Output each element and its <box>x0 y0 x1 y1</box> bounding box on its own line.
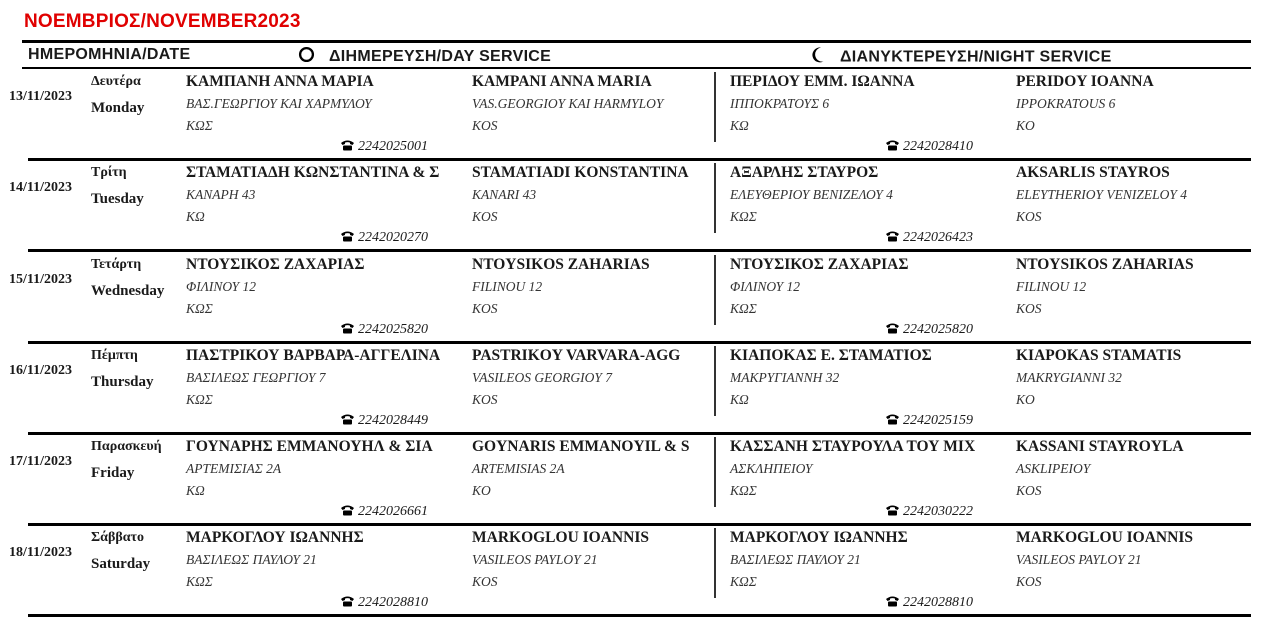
row-date: 14/11/2023 <box>9 180 73 195</box>
row-weekday-gr: Τετάρτη <box>91 257 142 272</box>
column-divider <box>714 437 716 507</box>
night-pharmacy-address-en: IPPOKRATOUS 6 <box>1016 96 1116 111</box>
night-pharmacy-city-gr: ΚΩΣ <box>730 209 757 224</box>
day-pharmacy-name-en: NTOYSIKOS ZAHARIAS <box>472 256 650 273</box>
night-pharmacy-address-gr: ΕΛΕΥΘΕΡΙΟΥ ΒΕΝΙΖΕΛΟΥ 4 <box>730 187 893 202</box>
phone-icon <box>340 230 355 247</box>
day-pharmacy-name-en: PASTRIKOY VARVARA-AGG <box>472 347 681 364</box>
day-pharmacy-city-en: KOS <box>472 118 498 133</box>
row-date: 16/11/2023 <box>9 363 73 378</box>
day-pharmacy-name-gr: ΝΤΟΥΣΙΚΟΣ ΖΑΧΑΡΙΑΣ <box>186 256 365 273</box>
row-date: 15/11/2023 <box>9 272 73 287</box>
night-pharmacy-address-en: ASKLIPEIOY <box>1016 461 1091 476</box>
night-pharmacy-address-gr: ΑΣΚΛΗΠΕΙΟΥ <box>730 461 813 476</box>
day-pharmacy-address-en: FILINOU 12 <box>472 279 543 294</box>
day-pharmacy-address-en: VAS.GEORGIOY KAI HARMYLOY <box>472 96 664 111</box>
night-phone-number: 2242028810 <box>903 595 973 610</box>
day-pharmacy-city-en: KOS <box>472 392 498 407</box>
night-service-label: ΔΙΑΝΥΚΤΕΡΕΥΣΗ/NIGHT SERVICE <box>840 48 1112 66</box>
column-divider <box>714 255 716 325</box>
day-pharmacy-name-gr: ΣΤΑΜΑΤΙΑΔΗ ΚΩΝΣΤΑΝΤΙΝΑ & Σ <box>186 164 440 181</box>
schedule-row <box>0 437 1270 525</box>
night-pharmacy-address-gr: ΦΙΛΙΝΟΥ 12 <box>730 279 801 294</box>
row-weekday-gr: Παρασκευή <box>91 439 162 454</box>
day-pharmacy-address-en: KANARI 43 <box>472 187 537 202</box>
day-pharmacy-name-gr: ΠΑΣΤΡΙΚΟΥ ΒΑΡΒΑΡΑ-ΑΓΓΕΛΙΝΑ <box>186 347 441 364</box>
night-pharmacy-city-en: KOS <box>1016 574 1042 589</box>
day-pharmacy-city-gr: ΚΩΣ <box>186 574 213 589</box>
night-pharmacy-city-en: KOS <box>1016 483 1042 498</box>
day-phone-number: 2242020270 <box>358 230 428 245</box>
day-phone[interactable] <box>340 322 428 339</box>
day-pharmacy-city-gr: ΚΩΣ <box>186 392 213 407</box>
night-phone[interactable] <box>885 595 973 612</box>
row-separator <box>28 614 1251 617</box>
day-pharmacy-name-en: KAMPANI ANNA MARIA <box>472 73 652 90</box>
phone-icon <box>340 413 355 430</box>
day-phone-number: 2242025001 <box>358 139 428 154</box>
schedule-row <box>0 528 1270 616</box>
day-pharmacy-city-en: KOS <box>472 574 498 589</box>
phone-icon <box>885 230 900 247</box>
day-pharmacy-city-en: KOS <box>472 301 498 316</box>
day-phone[interactable] <box>340 413 428 430</box>
phone-icon <box>885 139 900 156</box>
phone-icon <box>885 322 900 339</box>
night-pharmacy-city-gr: ΚΩΣ <box>730 574 757 589</box>
night-pharmacy-city-en: KO <box>1016 118 1035 133</box>
row-weekday-gr: Δευτέρα <box>91 74 141 89</box>
phone-icon <box>885 595 900 612</box>
day-pharmacy-address-en: VASILEOS PAYLOY 21 <box>472 552 598 567</box>
day-phone-number: 2242028449 <box>358 413 428 428</box>
day-service-label: ΔΙΗΜΕΡΕΥΣΗ/DAY SERVICE <box>329 48 552 66</box>
day-pharmacy-address-gr: ΑΡΤΕΜΙΣΙΑΣ 2Α <box>186 461 282 476</box>
row-weekday-en: Thursday <box>91 374 154 390</box>
night-pharmacy-city-gr: ΚΩΣ <box>730 483 757 498</box>
row-weekday-en: Monday <box>91 100 145 116</box>
night-pharmacy-name-en: MARKOGLOU IOANNIS <box>1016 529 1193 546</box>
row-date: 18/11/2023 <box>9 545 73 560</box>
phone-icon <box>885 413 900 430</box>
schedule-row <box>0 163 1270 251</box>
day-pharmacy-address-en: VASILEOS GEORGIOY 7 <box>472 370 612 385</box>
row-weekday-en: Tuesday <box>91 191 144 207</box>
night-pharmacy-city-gr: ΚΩ <box>730 392 749 407</box>
phone-icon <box>340 595 355 612</box>
day-phone-number: 2242028810 <box>358 595 428 610</box>
phone-icon <box>885 504 900 521</box>
night-pharmacy-name-en: KIAPOKAS STAMATIS <box>1016 347 1182 364</box>
day-service-header <box>298 46 551 68</box>
column-divider <box>714 528 716 598</box>
night-pharmacy-city-gr: ΚΩ <box>730 118 749 133</box>
day-phone-number: 2242026661 <box>358 504 428 519</box>
night-phone-number: 2242026423 <box>903 230 973 245</box>
phone-icon <box>340 139 355 156</box>
night-pharmacy-name-gr: ΠΕΡΙΔΟΥ ΕΜΜ. ΙΩΑΝΝΑ <box>730 73 915 90</box>
header-top-rule <box>22 40 1251 43</box>
day-pharmacy-name-en: MARKOGLOU IOANNIS <box>472 529 649 546</box>
moon-icon <box>810 46 826 69</box>
night-phone-number: 2242025159 <box>903 413 973 428</box>
day-pharmacy-city-gr: ΚΩΣ <box>186 301 213 316</box>
sun-icon <box>298 46 315 68</box>
row-weekday-en: Wednesday <box>91 283 165 299</box>
row-separator <box>28 341 1251 344</box>
row-weekday-en: Saturday <box>91 556 151 572</box>
night-pharmacy-address-en: VASILEOS PAYLOY 21 <box>1016 552 1142 567</box>
night-pharmacy-address-en: MAKRYGIANNI 32 <box>1016 370 1122 385</box>
day-pharmacy-city-gr: ΚΩΣ <box>186 118 213 133</box>
night-service-header <box>810 46 1112 69</box>
schedule-row <box>0 72 1270 160</box>
night-phone[interactable] <box>885 322 973 339</box>
night-phone[interactable] <box>885 139 973 156</box>
row-date: 17/11/2023 <box>9 454 73 469</box>
row-weekday-gr: Πέμπτη <box>91 348 138 363</box>
night-pharmacy-name-gr: ΚΑΣΣΑΝΗ ΣΤΑΥΡΟΥΛΑ ΤΟΥ ΜΙΧ <box>730 438 976 455</box>
night-pharmacy-address-gr: ΒΑΣΙΛΕΩΣ ΠΑΥΛΟΥ 21 <box>730 552 861 567</box>
phone-icon <box>340 322 355 339</box>
day-pharmacy-name-gr: ΓΟΥΝΑΡΗΣ ΕΜΜΑΝΟΥΗΛ & ΣΙΑ <box>186 438 433 455</box>
row-separator <box>28 249 1251 252</box>
night-pharmacy-address-en: ELEYTHERIOY VENIZELOY 4 <box>1016 187 1188 202</box>
day-pharmacy-name-gr: ΜΑΡΚΟΓΛΟΥ ΙΩΑΝΝΗΣ <box>186 529 364 546</box>
night-pharmacy-name-en: PERIDOY IOANNA <box>1016 73 1154 90</box>
night-pharmacy-address-gr: ΙΠΠΟΚΡΑΤΟΥΣ 6 <box>730 96 830 111</box>
day-pharmacy-city-gr: ΚΩ <box>186 483 205 498</box>
night-pharmacy-name-en: NTOYSIKOS ZAHARIAS <box>1016 256 1194 273</box>
date-column-header: ΗΜΕΡΟΜΗΝΙΑ/DATE <box>28 46 191 63</box>
column-divider <box>714 72 716 142</box>
night-pharmacy-name-gr: ΑΞΑΡΛΗΣ ΣΤΑΥΡΟΣ <box>730 164 879 181</box>
night-phone-number: 2242030222 <box>903 504 973 519</box>
night-pharmacy-city-en: KOS <box>1016 209 1042 224</box>
night-pharmacy-city-gr: ΚΩΣ <box>730 301 757 316</box>
column-divider <box>714 163 716 233</box>
phone-icon <box>340 504 355 521</box>
day-pharmacy-address-gr: ΒΑΣΙΛΕΩΣ ΓΕΩΡΓΙΟΥ 7 <box>186 370 326 385</box>
night-phone[interactable] <box>885 504 973 521</box>
row-weekday-en: Friday <box>91 465 135 481</box>
day-pharmacy-address-gr: ΒΑΣ.ΓΕΩΡΓΙΟΥ ΚΑΙ ΧΑΡΜΥΛΟΥ <box>186 96 372 111</box>
night-pharmacy-address-en: FILINOU 12 <box>1016 279 1087 294</box>
row-separator <box>28 523 1251 526</box>
row-date: 13/11/2023 <box>9 89 73 104</box>
night-phone[interactable] <box>885 413 973 430</box>
page-title: ΝΟΕΜΒΡΙΟΣ/NOVEMBER2023 <box>24 11 301 32</box>
column-divider <box>714 346 716 416</box>
day-phone[interactable] <box>340 230 428 247</box>
night-phone[interactable] <box>885 230 973 247</box>
day-pharmacy-city-en: KO <box>472 483 491 498</box>
night-phone-number: 2242028410 <box>903 139 973 154</box>
day-pharmacy-city-en: KOS <box>472 209 498 224</box>
day-pharmacy-name-en: STAMATIADI KONSTANTINA <box>472 164 689 181</box>
day-pharmacy-address-gr: ΚΑΝΑΡΗ 43 <box>186 187 256 202</box>
day-pharmacy-name-gr: ΚΑΜΠΑΝΗ ΑΝΝΑ ΜΑΡΙΑ <box>186 73 374 90</box>
header-bottom-rule <box>22 67 1251 69</box>
night-pharmacy-name-gr: ΚΙΑΠΟΚΑΣ Ε. ΣΤΑΜΑΤΙΟΣ <box>730 347 932 364</box>
night-phone-number: 2242025820 <box>903 322 973 337</box>
day-pharmacy-name-en: GOYNARIS EMMANOYIL & S <box>472 438 690 455</box>
day-pharmacy-address-en: ARTEMISIAS 2A <box>472 461 565 476</box>
day-phone[interactable] <box>340 595 428 612</box>
night-pharmacy-name-gr: ΜΑΡΚΟΓΛΟΥ ΙΩΑΝΝΗΣ <box>730 529 908 546</box>
night-pharmacy-address-gr: ΜΑΚΡΥΓΙΑΝΝΗ 32 <box>730 370 840 385</box>
row-weekday-gr: Σάββατο <box>91 530 144 545</box>
row-weekday-gr: Τρίτη <box>91 165 127 180</box>
schedule-row <box>0 346 1270 434</box>
day-pharmacy-city-gr: ΚΩ <box>186 209 205 224</box>
night-pharmacy-name-en: KASSANI STAYROYLA <box>1016 438 1184 455</box>
night-pharmacy-city-en: KOS <box>1016 301 1042 316</box>
night-pharmacy-city-en: KO <box>1016 392 1035 407</box>
night-pharmacy-name-gr: ΝΤΟΥΣΙΚΟΣ ΖΑΧΑΡΙΑΣ <box>730 256 909 273</box>
night-pharmacy-name-en: AKSARLIS STAYROS <box>1016 164 1170 181</box>
day-pharmacy-address-gr: ΒΑΣΙΛΕΩΣ ΠΑΥΛΟΥ 21 <box>186 552 317 567</box>
row-separator <box>28 432 1251 435</box>
day-phone-number: 2242025820 <box>358 322 428 337</box>
row-separator <box>28 158 1251 161</box>
schedule-row <box>0 255 1270 343</box>
day-phone[interactable] <box>340 139 428 156</box>
day-phone[interactable] <box>340 504 428 521</box>
day-pharmacy-address-gr: ΦΙΛΙΝΟΥ 12 <box>186 279 257 294</box>
